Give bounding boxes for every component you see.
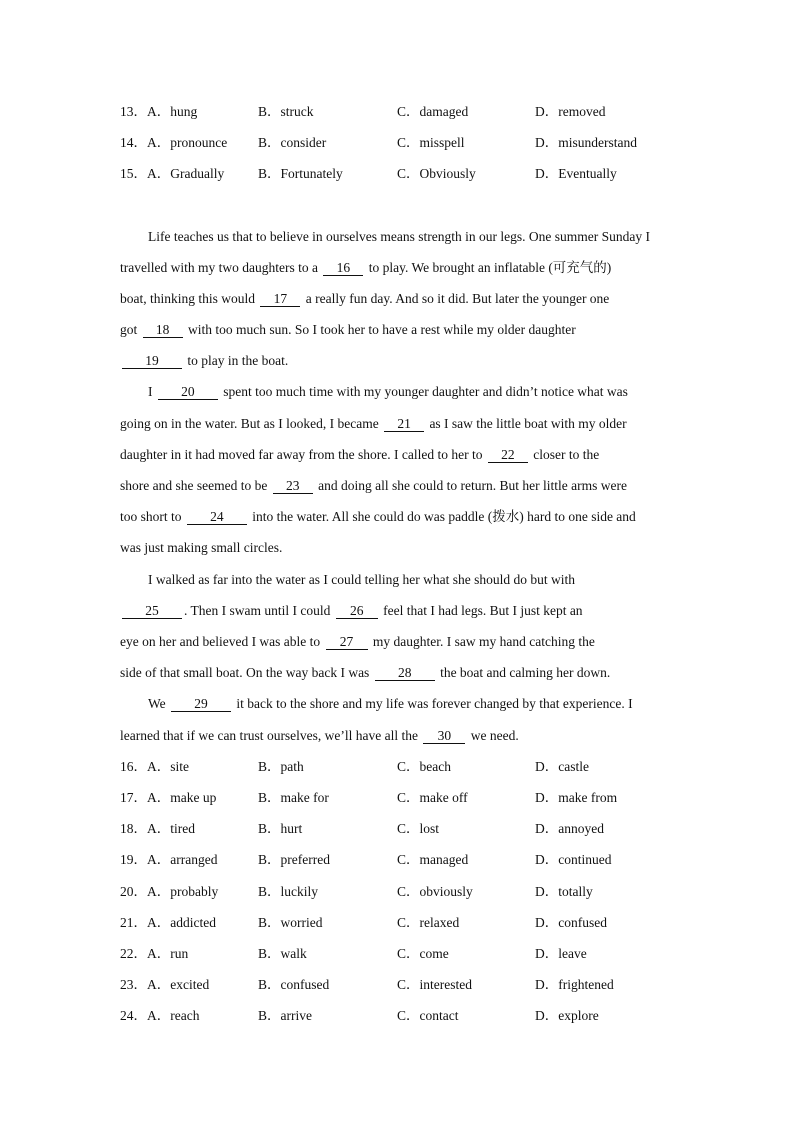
passage-line xyxy=(120,537,282,559)
answer-blank[interactable]: 16 xyxy=(323,260,363,276)
question-number: 18． xyxy=(120,821,147,836)
question-options-row xyxy=(120,912,720,934)
option-text: D．continued xyxy=(535,852,612,867)
option-c xyxy=(397,132,465,154)
option-text: A．hung xyxy=(147,104,198,119)
option-d xyxy=(535,101,605,123)
passage-text: the boat and calming her down. xyxy=(440,665,611,680)
passage-line xyxy=(120,444,599,466)
question-number: 19． xyxy=(120,852,147,867)
answer-blank[interactable]: 17 xyxy=(260,291,300,307)
option-b xyxy=(258,912,323,934)
option-text: D．frightened xyxy=(535,977,614,992)
option-c xyxy=(397,101,468,123)
option-text: A．probably xyxy=(147,884,219,899)
option-d xyxy=(535,756,589,778)
passage-line xyxy=(148,381,628,403)
passage-text: Life teaches us that to believe in ourselves means strength in our legs. One summer Sunday I xyxy=(148,229,650,244)
passage-text: boat, thinking this would xyxy=(120,291,255,306)
option-a xyxy=(120,787,216,809)
question-number: 22． xyxy=(120,946,147,961)
passage-text: with too much sun. So I took her to have a rest while my older daughter xyxy=(188,322,576,337)
option-text: D．misunderstand xyxy=(535,135,637,150)
passage-text: it back to the shore and my life was forever changed by that experience. I xyxy=(236,696,633,711)
question-options-row xyxy=(120,881,720,903)
question-options-row xyxy=(120,1005,720,1027)
option-a xyxy=(120,101,197,123)
option-c xyxy=(397,974,472,996)
option-a xyxy=(120,881,218,903)
question-options-row xyxy=(120,163,720,185)
option-text: C．relaxed xyxy=(397,915,460,930)
option-b xyxy=(258,1005,312,1027)
question-options-row xyxy=(120,818,720,840)
option-text: A．pronounce xyxy=(147,135,228,150)
option-text: D．leave xyxy=(535,946,587,961)
option-text: C．come xyxy=(397,946,449,961)
passage-line xyxy=(148,569,575,591)
option-c xyxy=(397,163,476,185)
option-text: D．removed xyxy=(535,104,606,119)
question-number: 17． xyxy=(120,790,147,805)
option-c xyxy=(397,787,468,809)
question-number: 20． xyxy=(120,884,147,899)
option-a xyxy=(120,1005,199,1027)
passage-text: closer to the xyxy=(533,447,600,462)
option-b xyxy=(258,101,314,123)
passage-text: my daughter. I saw my hand catching the xyxy=(372,634,595,649)
answer-blank[interactable]: 21 xyxy=(384,416,424,432)
option-text: D．annoyed xyxy=(535,821,604,836)
answer-blank[interactable]: 26 xyxy=(336,603,378,619)
passage-text: was just making small circles. xyxy=(120,540,283,555)
question-number: 15． xyxy=(120,166,147,181)
option-a xyxy=(120,756,189,778)
option-text: A．reach xyxy=(147,1008,200,1023)
passage-text: as I saw the little boat with my older xyxy=(429,416,627,431)
option-text: C．managed xyxy=(397,852,469,867)
answer-blank[interactable]: 29 xyxy=(171,696,231,712)
option-d xyxy=(535,943,587,965)
answer-blank[interactable]: 19 xyxy=(122,353,182,369)
answer-blank[interactable]: 18 xyxy=(143,322,183,338)
option-b xyxy=(258,132,326,154)
option-c xyxy=(397,1005,458,1027)
answer-blank[interactable]: 25 xyxy=(122,603,182,619)
passage-text: We xyxy=(148,696,166,711)
passage-text: shore and she seemed to be xyxy=(120,478,268,493)
option-text: C．lost xyxy=(397,821,440,836)
passage-text: I xyxy=(148,384,153,399)
option-a xyxy=(120,818,195,840)
question-options-row xyxy=(120,943,720,965)
option-text: D．Eventually xyxy=(535,166,617,181)
passage-text: too short to xyxy=(120,509,182,524)
option-c xyxy=(397,881,473,903)
option-c xyxy=(397,818,439,840)
passage-text: to play in the boat. xyxy=(187,353,289,368)
passage-line xyxy=(120,257,611,279)
passage-line xyxy=(120,725,519,747)
option-text: D．confused xyxy=(535,915,607,930)
passage-line xyxy=(120,475,627,497)
question-number: 14． xyxy=(120,135,147,150)
question-options-row xyxy=(120,756,720,778)
question-options-row xyxy=(120,132,720,154)
option-a xyxy=(120,132,227,154)
option-text: C．obviously xyxy=(397,884,473,899)
option-d xyxy=(535,912,607,934)
passage-line xyxy=(120,413,627,435)
option-text: C．damaged xyxy=(397,104,469,119)
option-d xyxy=(535,163,617,185)
passage-text: into the water. All she could do was paddle (拨水) hard to one side and xyxy=(252,509,636,524)
option-text: A．site xyxy=(147,759,189,774)
passage-line xyxy=(120,506,636,528)
passage-line xyxy=(120,600,583,622)
option-a xyxy=(120,163,224,185)
option-text: B．confused xyxy=(258,977,330,992)
option-b xyxy=(258,943,307,965)
option-text: B．preferred xyxy=(258,852,330,867)
option-d xyxy=(535,1005,599,1027)
option-text: B．worried xyxy=(258,915,323,930)
question-number: 16． xyxy=(120,759,147,774)
option-b xyxy=(258,163,343,185)
option-b xyxy=(258,818,302,840)
passage-text: eye on her and believed I was able to xyxy=(120,634,321,649)
answer-blank[interactable]: 28 xyxy=(375,665,435,681)
option-c xyxy=(397,943,449,965)
option-text: B．hurt xyxy=(258,821,303,836)
question-number: 13． xyxy=(120,104,147,119)
option-text: A．Gradually xyxy=(147,166,225,181)
passage-line xyxy=(148,693,633,715)
option-text: B．luckily xyxy=(258,884,318,899)
option-a xyxy=(120,849,217,871)
option-d xyxy=(535,881,593,903)
option-d xyxy=(535,974,614,996)
option-text: B．walk xyxy=(258,946,307,961)
passage-text: we need. xyxy=(470,728,519,743)
question-number: 24． xyxy=(120,1008,147,1023)
question-options-row xyxy=(120,849,720,871)
option-text: A．tired xyxy=(147,821,195,836)
answer-blank[interactable]: 27 xyxy=(326,634,368,650)
option-text: A．arranged xyxy=(147,852,218,867)
option-text: D．totally xyxy=(535,884,593,899)
passage-text: I walked as far into the water as I could telling her what she should do but with xyxy=(148,572,576,587)
option-text: D．make from xyxy=(535,790,618,805)
option-text: C．misspell xyxy=(397,135,465,150)
option-d xyxy=(535,818,604,840)
option-d xyxy=(535,787,617,809)
option-b xyxy=(258,849,330,871)
option-b xyxy=(258,881,318,903)
option-text: A．make up xyxy=(147,790,217,805)
passage-text: a really fun day. And so it did. But later the younger one xyxy=(305,291,610,306)
passage-line xyxy=(148,226,650,248)
option-d xyxy=(535,849,612,871)
passage-line xyxy=(120,631,595,653)
option-text: D．explore xyxy=(535,1008,599,1023)
passage-text: travelled with my two daughters to a xyxy=(120,260,318,275)
option-text: A．run xyxy=(147,946,189,961)
passage-text: got xyxy=(120,322,138,337)
option-b xyxy=(258,787,329,809)
option-c xyxy=(397,756,451,778)
passage-text: daughter in it had moved far away from the shore. I called to her to xyxy=(120,447,483,462)
option-text: C．contact xyxy=(397,1008,459,1023)
option-text: B．path xyxy=(258,759,304,774)
option-c xyxy=(397,912,459,934)
option-text: A．addicted xyxy=(147,915,216,930)
question-number: 23． xyxy=(120,977,147,992)
passage-line xyxy=(120,662,610,684)
option-text: A．excited xyxy=(147,977,210,992)
question-options-row xyxy=(120,787,720,809)
option-text: B．consider xyxy=(258,135,327,150)
option-text: C．interested xyxy=(397,977,472,992)
option-text: C．make off xyxy=(397,790,468,805)
question-options-row xyxy=(120,974,720,996)
option-text: D．castle xyxy=(535,759,589,774)
option-c xyxy=(397,849,468,871)
passage-line xyxy=(120,288,609,310)
passage-line xyxy=(120,350,288,372)
passage-text: and doing all she could to return. But her little arms were xyxy=(318,478,627,493)
option-b xyxy=(258,756,304,778)
answer-blank[interactable]: 22 xyxy=(488,447,528,463)
passage-text: . Then I swam until I could xyxy=(184,603,331,618)
answer-blank[interactable]: 24 xyxy=(187,509,247,525)
option-text: C．Obviously xyxy=(397,166,476,181)
passage-text: feel that I had legs. But I just kept an xyxy=(383,603,583,618)
answer-blank[interactable]: 23 xyxy=(273,478,313,494)
option-text: B．arrive xyxy=(258,1008,312,1023)
answer-blank[interactable]: 20 xyxy=(158,384,218,400)
option-text: B．struck xyxy=(258,104,314,119)
passage-line xyxy=(120,319,576,341)
option-text: B．Fortunately xyxy=(258,166,343,181)
option-a xyxy=(120,912,216,934)
option-b xyxy=(258,974,329,996)
question-options-row xyxy=(120,101,720,123)
passage-text: spent too much time with my younger daughter and didn’t notice what was xyxy=(223,384,628,399)
passage-text: going on in the water. But as I looked, I became xyxy=(120,416,379,431)
option-text: B．make for xyxy=(258,790,329,805)
passage-text: to play. We brought an inflatable (可充气的) xyxy=(368,260,612,275)
option-a xyxy=(120,974,209,996)
passage-text: learned that if we can trust ourselves, we’ll have all the xyxy=(120,728,419,743)
question-number: 21． xyxy=(120,915,147,930)
answer-blank[interactable]: 30 xyxy=(423,728,465,744)
option-a xyxy=(120,943,188,965)
option-d xyxy=(535,132,637,154)
passage-text: side of that small boat. On the way back I was xyxy=(120,665,370,680)
option-text: C．beach xyxy=(397,759,451,774)
